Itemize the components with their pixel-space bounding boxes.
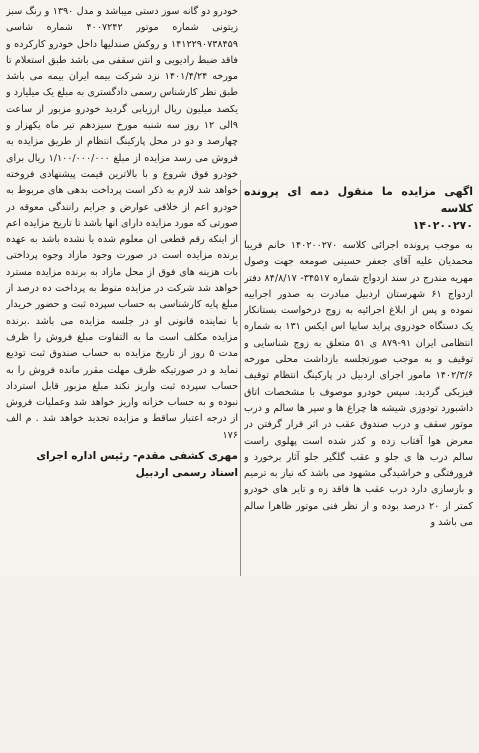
notice-title-line-2: ۱۴۰۲۰۰۲۷۰: [412, 219, 473, 232]
auction-notice: [244, 183, 473, 753]
right-body-text: به موجب پرونده اجرائی کلاسه ۱۴۰۲۰۰۲۷۰ خانم فریبا محمدیان علیه آقای جعفر حسینی صومعه جهت وصول مهریه مندرج در سند ازدواج شماره ۳۴۵۱۷- ۸۴/۸/۱۷ دفتر ازدواج ۶۱ شهرستان اردبیل مبادرت به صدور اجراییه نموده و پس از ابلاغ اجرائیه به زوج درخواست بستانکار یک دستگاه خودروی پراید سایپا اس ایکس ۱۳۱ به شماره انتظامی ایران ۹۱-۸۷۹ ی ۵۱ متعلق به زوج شناسایی و توقیف و به موجب صورتجلسه بازداشت محلی مورخه ۱۴۰۲/۳/۶ مامور اجرای اردبیل در پارکینگ انتظام توقیف فیزیکی گردید. سپس خودرو موصوف با مشخصات اتاق داشبورد تودوزی شیشه ها چراغ ها و سپر ها سالم و درب موتور سقف و درب صندوق عقب در اثر قرار گرفتن در معرض هوا آفتاب زده و کدر شده است پهلوی راست سالم درب ها ی جلو و عقب گلگیر جلو آثار برخورد و فرورفتگی و خراشیدگی مشهود می باشد که نیاز به ترمیم و بازسازی دارد درب عقب ها فاقد زه و تایر های خودرو کمتر از ۲۰ درصد بوده و از نظر فنی موتور ظاهرا سالم می باشد و: [244, 240, 473, 529]
notice-title: [244, 183, 473, 234]
notice-title-line-1: اگهی مزایده ما منقول دمه ای پرونده کلاسه: [244, 185, 473, 215]
signature-line-2: اسناد رسمی اردبیل: [135, 467, 238, 480]
signature-line-1: مهری کشفی مقدم- رئیس اداره اجرای: [36, 450, 238, 463]
signature-block: [6, 448, 238, 482]
left-body-text: خودرو دو گانه سوز دستی میباشد و مدل ۱۳۹۰ و رنگ سبز زیتونی شماره موتور ۴۰۰۷۲۴۲ شماره شاسی ۱۴۱۲۲۹۰۷۳۸۴۵۹ و روکش صندلیها داخل خودرو کارکرده و فاقد ضبط رادیویی و انتن سقفی می باشد طبق استعلام تا مورخه ۱۴۰۱/۴/۲۴ نزد شرکت بیمه ایران بیمه می باشد طبق نظر کارشناس رسمی دادگستری به مبلغ یک میلیارد و یکصد میلیون ریال ارزیابی گردید خودرو مزبور از ساعت ۹الی ۱۲ روز سه شنبه مورخ سیزدهم تیر ماه یکهزار و چهارصد و دو در محل پارکینگ انتظام از طریق مزایده به فروش می رسد مزایده از مبلغ ۱/۱۰۰/۰۰۰/۰۰۰ ریال برای خودرو فوق شروع و با بالاترین قیمت پیشنهادی فروخته خواهد شد لازم به ذکر است پرداخت بدهی های مربوط به خودرو اعم از خلافی عوارض و جرایم رانندگی معوقه در صورتی که مورد مزایده دارای انها باشد تا تاریخ مزایده اعم از اینکه رقم قطعی ان معلوم شده یا نشده باشد به عهده برنده مزایده است در صورت وجود مازاد وجوه پرداختی بات هزینه های فوق از محل مازاد به برنده مزایده مسترد خواهد شد شرکت در مزایده منوط به پرداخت ده درصد از مبلغ پایه کارشناسی به حساب سپرده ثبت و حضور خریدار یا نماینده قانونی او در جلسه مزایده می باشد .برنده مزایده مکلف است ما به التفاوت مبلغ فروش را ظرف مدت ۵ روز از تاریخ مزایده به حساب صندوق ثبت تودیع نماید و در صورتیکه ظرف مهلت مقرر مانده فروش را به حساب سپرده ثبت واریز نکند مبلغ مزبور قابل استرداد نبوده و به حساب خزانه واریز خواهد شد وعملیات فروش از درجه اعتبار ساقط و مزایده تجدید خواهد شد . م الف ۱۷۶: [6, 6, 238, 441]
blank-area: [242, 0, 479, 178]
auction-notice-continuation: [6, 4, 238, 574]
column-divider: [240, 180, 241, 576]
